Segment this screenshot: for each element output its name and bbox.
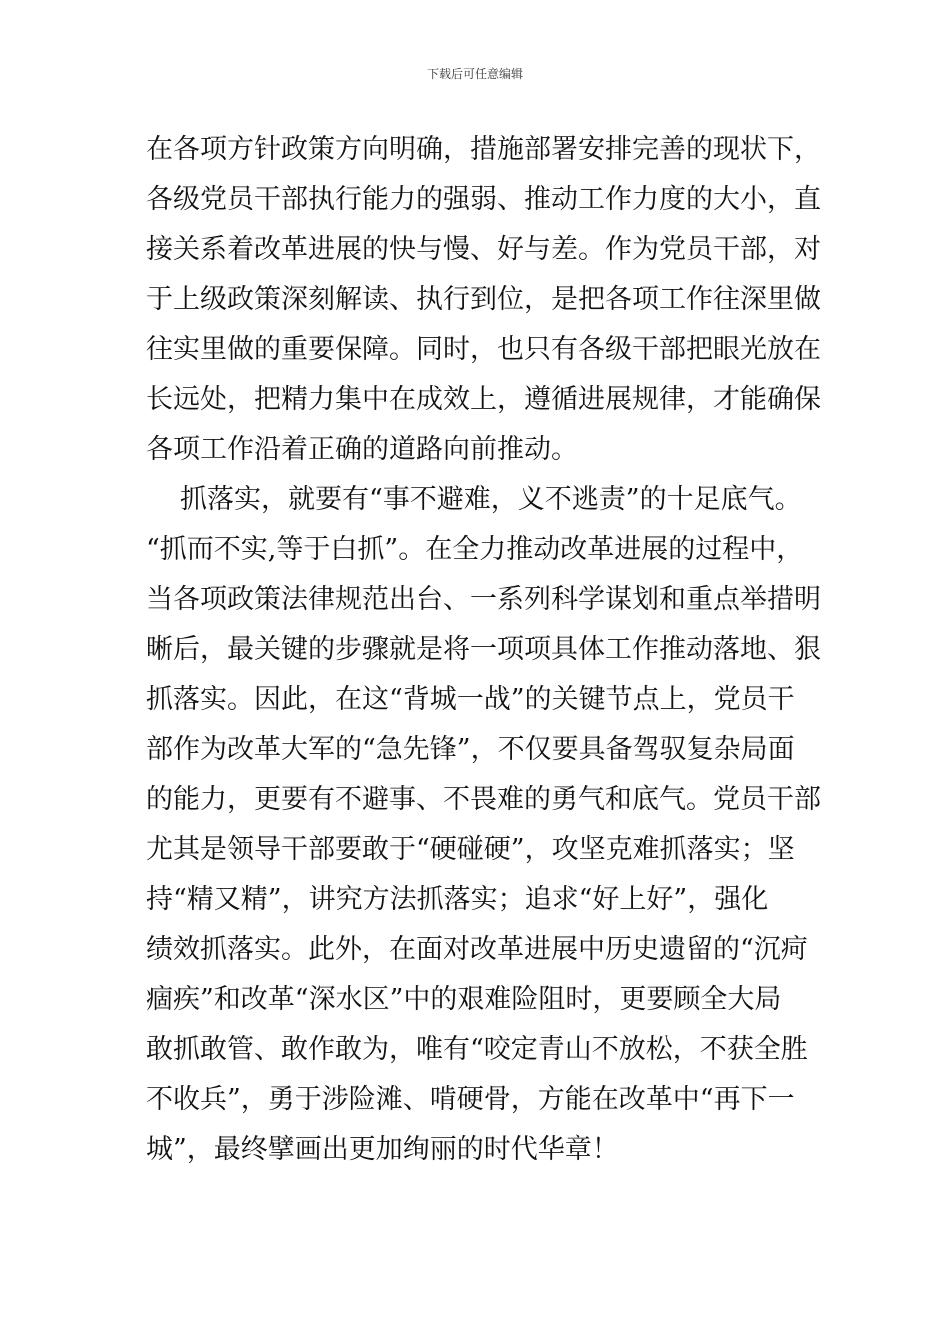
paragraph-line: 长远处，把精力集中在成效上，遵循进展规律，才能确保 [146, 384, 821, 415]
page-header: 下载后可任意编辑 [426, 67, 523, 81]
paragraph-line: 绩效抓落实。此外，在面对改革进展中历史遗留的“沉疴 [146, 934, 808, 965]
paragraph-line: 持“精又精”，讲究方法抓落实；追求“好上好”，强化 [146, 884, 769, 915]
paragraph-line: 晰后，最关键的步骤就是将一项项具体工作推动落地、狠 [146, 634, 821, 665]
paragraph-line: 的能力，更要有不避事、不畏难的勇气和底气。党员干部 [146, 784, 821, 815]
paragraph-line: 痼疾”和改革“深水区”中的艰难险阻时，更要顾全大局 [146, 984, 782, 1015]
paragraph-2 [146, 475, 836, 1175]
paragraph-line: 在各项方针政策方向明确，措施部署安排完善的现状下， [146, 134, 821, 165]
paragraph-line: 往实里做的重要保障。同时，也只有各级干部把眼光放在 [146, 334, 821, 365]
paragraph-line: 于上级政策深刻解读、执行到位，是把各项工作往深里做 [146, 284, 821, 315]
paragraph-line: 不收兵”，勇于涉险滩、啃硬骨，方能在改革中“再下一 [146, 1084, 795, 1115]
paragraph-line: “抓而不实,等于白抓”。在全力推动改革进展的过程中， [146, 534, 804, 565]
paragraph-line: 尤其是领导干部要敢于“硬碰硬”，攻坚克难抓落实；坚 [146, 834, 795, 865]
paragraph-line: 部作为改革大军的“急先锋”，不仅要具备驾驭复杂局面 [146, 734, 795, 765]
paragraph-line: 接关系着改革进展的快与慢、好与差。作为党员干部，对 [146, 234, 821, 265]
paragraph-1 [146, 125, 836, 475]
paragraph-line: 敢抓敢管、敢作敢为，唯有“咬定青山不放松，不获全胜 [146, 1034, 808, 1065]
paragraph-line: 各级党员干部执行能力的强弱、推动工作力度的大小，直 [146, 184, 821, 215]
paragraph-line: 抓落实。因此，在这“背城一战”的关键节点上，党员干 [146, 684, 795, 715]
paragraph-line: 当各项政策法律规范出台、一系列科学谋划和重点举措明 [146, 584, 821, 615]
paragraph-line: 抓落实，就要有“事不避难，义不逃责”的十足底气。 [180, 484, 802, 515]
paragraph-line: 各项工作沿着正确的道路向前推动。 [146, 434, 578, 465]
paragraph-line: 城”，最终擘画出更加绚丽的时代华章！ [146, 1134, 619, 1165]
